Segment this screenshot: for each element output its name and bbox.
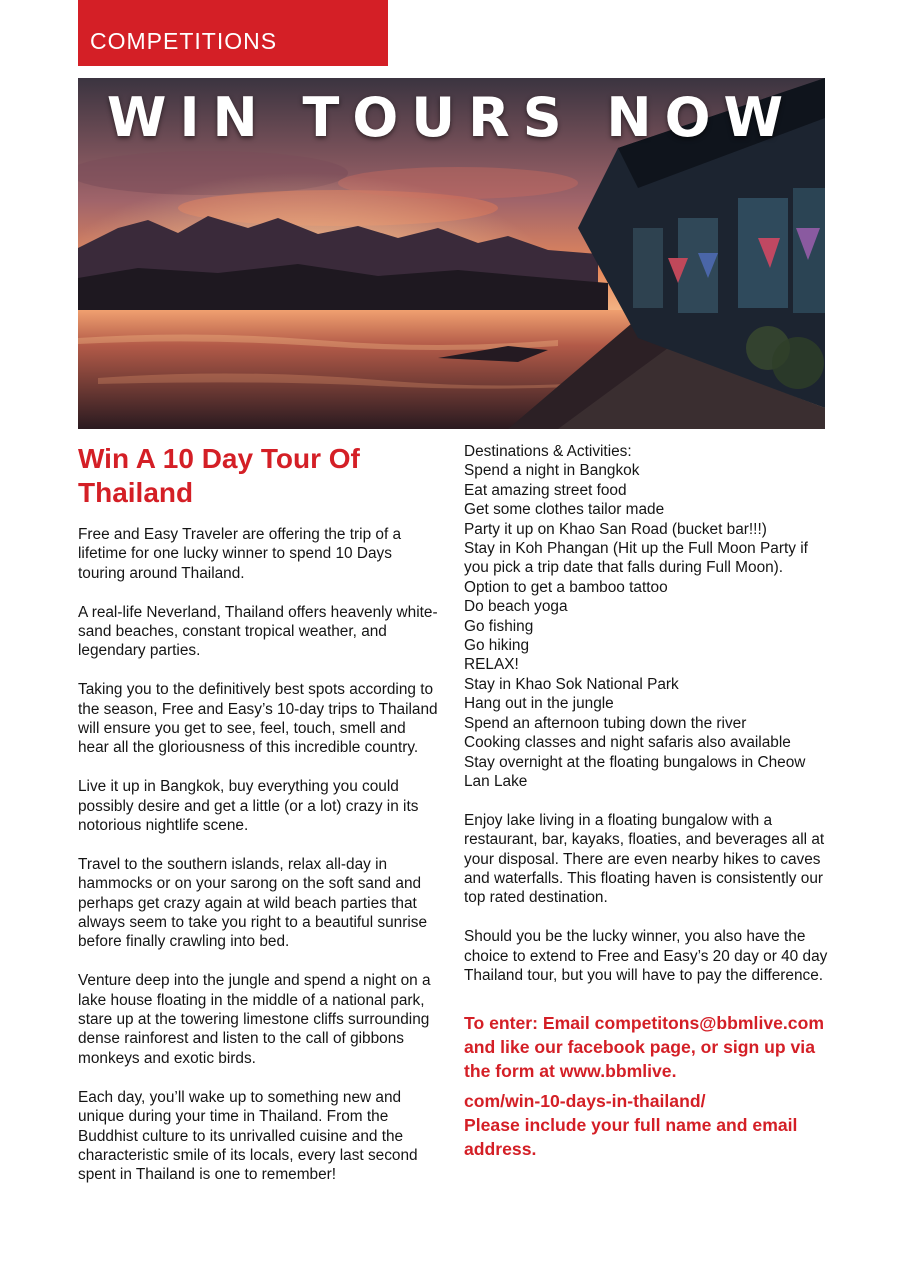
list-item: Spend an afternoon tubing down the river — [464, 714, 747, 732]
list-item: RELAX! — [464, 656, 519, 674]
paragraph: Enjoy lake living in a floating bungalow with a restaurant, bar, kayaks, floaties, and beverages all at your disposal. There are even nearby hikes to caves and waterfalls. This floating haven is consistently our top rated destination. — [464, 811, 825, 907]
article-title: Win A 10 Day Tour Of Thailand — [78, 443, 360, 508]
paragraph: Each day, you’ll wake up to something new and unique during your time in Thailand. From the Buddhist culture to its unrivalled cuisine and the characteristic smile of its locals, every last second spent in Thailand is one to remember! — [78, 1088, 418, 1184]
paragraph: Free and Easy Traveler are offering the trip of a lifetime for one lucky winner to spend 10 Days touring around Thailand. — [78, 526, 402, 582]
list-item: Stay overnight at the floating bungalows in Cheow Lan Lake — [464, 753, 806, 790]
paragraph: Venture deep into the jungle and spend a night on a lake house floating in the middle of a national park, stare up at the towering limestone cliffs surrounding dense rainforest and listen to the call of gibbons monkeys and exotic birds. — [78, 972, 431, 1067]
list-item: Hang out in the jungle — [464, 695, 614, 713]
paragraph: A real-life Neverland, Thailand offers heavenly white-sand beaches, constant tropical weather, and legendary parties. — [78, 603, 438, 660]
section-label: COMPETITIONS — [90, 28, 278, 54]
list-item: Cooking classes and night safaris also available — [464, 734, 791, 752]
paragraph: Taking you to the definitively best spots according to the season, Free and Easy’s 10-day trips to Thailand will ensure you get to see, feel, touch, smell and hear all the gloriousness of this incredible country. — [78, 681, 438, 757]
list-item: Go hiking — [464, 637, 530, 655]
cta-line: com/win-10-days-in-thailand/ — [464, 1091, 706, 1112]
paragraph: Live it up in Bangkok, buy everything you could possibly desire and get a little (or a lot) crazy in its notorious nightlife scene. — [78, 778, 419, 835]
list-item: Stay in Koh Phangan (Hit up the Full Moon Party if you pick a trip date that falls during Full Moon). — [464, 540, 808, 577]
list-item: Stay in Khao Sok National Park — [464, 675, 679, 693]
list-item: Do beach yoga — [464, 598, 568, 616]
list-item: Get some clothes tailor made — [464, 501, 665, 519]
destinations-list — [464, 461, 834, 791]
list-item: Go fishing — [464, 617, 534, 635]
article-body — [78, 525, 438, 1185]
paragraph: Should you be the lucky winner, you also have the choice to extend to Free and Easy’s 20 day or 40 day Thailand tour, but you will have to pay the difference. — [464, 928, 828, 984]
destinations-heading: Destinations & Activities: — [464, 443, 632, 460]
right-column — [464, 442, 834, 1161]
hero-title: WIN TOURS NOW — [106, 86, 797, 149]
cta-line: Please include your full name and email address. — [464, 1115, 798, 1160]
entry-instructions — [464, 1011, 834, 1161]
list-item: Eat amazing street food — [464, 481, 627, 499]
section-tab — [78, 0, 388, 66]
hero-image — [78, 78, 825, 429]
list-item: Spend a night in Bangkok — [464, 462, 640, 480]
paragraph: Travel to the southern islands, relax all-day in hammocks or on your sarong on the soft sand and perhaps get crazy again at wild beach parties that always seem to take you right to a beautiful sunrise before finally crawling into bed. — [78, 855, 428, 951]
list-item: Option to get a bamboo tattoo — [464, 578, 668, 596]
cta-line: To enter: Email competitons@bbmlive.com and like our facebook page, or sign up via the form at www.bbmlive. — [464, 1013, 824, 1082]
left-column — [78, 442, 438, 1185]
list-item: Party it up on Khao San Road (bucket bar!!!) — [464, 520, 767, 538]
